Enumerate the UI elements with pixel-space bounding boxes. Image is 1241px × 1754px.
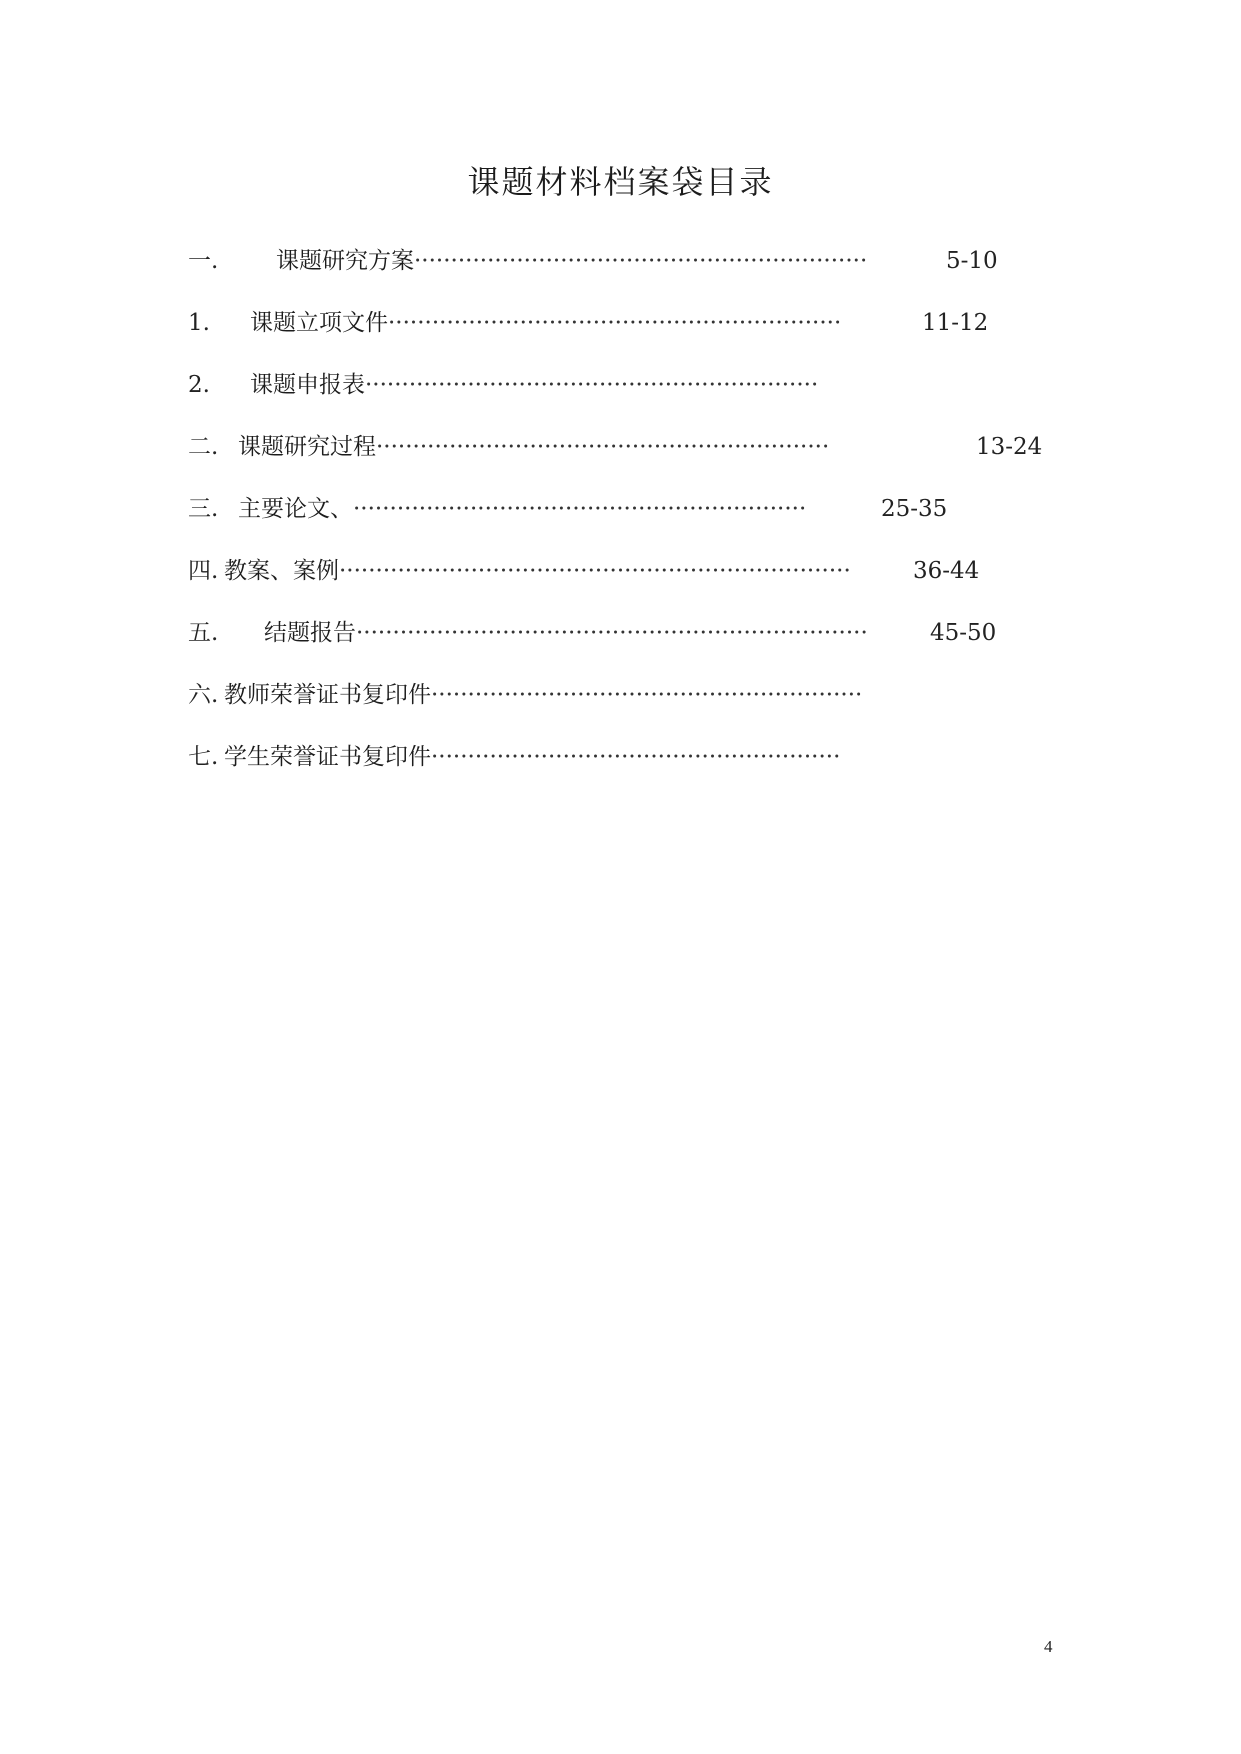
toc-entry-pages: 13-24 [976,434,1043,460]
toc-entry-pages: 36-44 [913,558,980,584]
toc-entry-number: 2. [188,372,210,398]
toc-entry [188,306,1088,368]
toc-entry-text: 课题研究方案 [276,248,414,274]
page-number: 4 [1044,1637,1053,1656]
toc-entry-pages: 25-35 [881,496,948,522]
toc-entry [188,244,1088,306]
toc-entry [188,616,1088,678]
toc-entry [188,740,1088,802]
toc-entry-number: 六. [188,682,219,708]
document-title: 课题材料档案袋目录 [467,163,774,201]
toc-entry-number: 一. [188,248,219,274]
toc-entry-text: 课题研究过程 [238,434,376,460]
toc-entry-text: 教案、案例 [224,558,339,584]
toc-entry-text: 结题报告 [264,620,356,646]
toc-entry-text: 课题申报表 [250,372,365,398]
toc-entry-pages: 11-12 [922,310,989,336]
table-of-contents [188,244,1088,802]
toc-entry-text: 学生荣誉证书复印件 [224,744,431,770]
toc-entry-text: 课题立项文件 [250,310,388,336]
toc-leader-dots: ······································································ [356,620,868,646]
toc-entry [188,678,1088,740]
toc-entry-pages: 5-10 [946,248,998,274]
toc-entry-number: 1. [188,310,210,336]
toc-entry [188,368,1088,430]
toc-entry-number: 三. [188,496,219,522]
toc-leader-dots: ······························································ [388,310,842,336]
toc-leader-dots: ······························································ [353,496,807,522]
toc-entry-number: 七. [188,744,219,770]
toc-entry-number: 四. [188,558,219,584]
toc-entry [188,492,1088,554]
toc-entry-number: 五. [188,620,219,646]
toc-leader-dots: ··························································· [431,682,863,708]
toc-entry-text: 主要论文、 [238,496,353,522]
toc-entry-number: 二. [188,434,219,460]
toc-leader-dots: ······························································ [376,434,830,460]
toc-leader-dots: ······························································ [365,372,819,398]
toc-leader-dots: ························································ [431,744,841,770]
toc-entry-pages: 45-50 [930,620,997,646]
toc-entry [188,554,1088,616]
toc-entry-text: 教师荣誉证书复印件 [224,682,431,708]
toc-leader-dots: ······································································ [339,558,851,584]
toc-leader-dots: ······························································ [414,248,868,274]
toc-entry [188,430,1088,492]
